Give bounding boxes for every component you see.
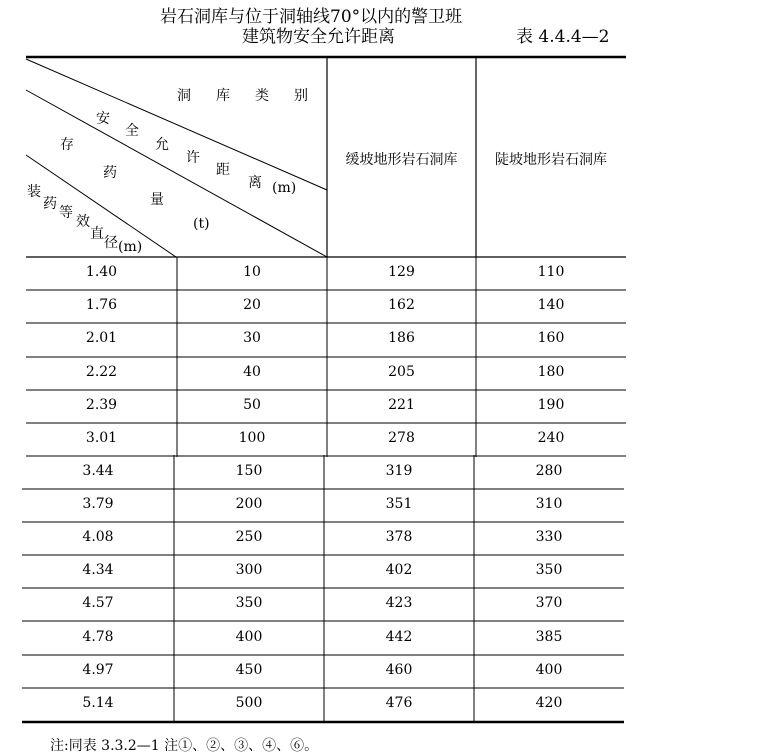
header-char: 距 [216,162,230,178]
table-number: 表 4.4.4—2 [516,27,610,47]
header-char: (m) [118,239,143,255]
header-char: 允 [155,137,169,153]
cell-steep: 420 [535,695,563,711]
cell-gentle: 402 [385,562,413,578]
cell-diameter: 4.97 [82,662,114,678]
cell-charge: 150 [235,463,263,479]
header-char: (m) [272,180,297,196]
header-char: 效 [76,214,90,230]
cell-charge: 100 [238,430,266,446]
cell-steep: 110 [537,264,565,280]
cell-steep: 240 [537,430,565,446]
cell-steep: 330 [535,529,563,545]
cell-charge: 20 [243,297,261,313]
cell-steep: 190 [537,397,565,413]
cell-diameter: 1.76 [85,297,118,313]
cell-gentle: 278 [388,430,415,446]
cell-charge: 500 [235,695,263,711]
header-char: 径 [104,235,118,251]
cell-diameter: 3.44 [82,463,114,479]
header-char: 许 [186,150,200,166]
header-char: 安 [96,111,110,127]
header-char: 药 [103,165,117,181]
cell-charge: 40 [243,364,261,380]
table-subtitle: 建筑物安全允许距离 [242,27,395,47]
cell-charge: 30 [243,330,261,346]
cell-steep: 140 [537,297,565,313]
cell-gentle: 442 [385,629,413,645]
cell-diameter: 1.40 [85,264,118,280]
cell-steep: 280 [535,463,563,479]
header-char: (t) [193,216,210,232]
cell-diameter: 2.22 [85,364,118,380]
cell-diameter: 4.57 [82,595,114,611]
cell-diameter: 2.01 [85,330,118,346]
column-header-steep-slope: 陡坡地形岩石洞库 [495,152,607,168]
cell-charge: 350 [235,595,263,611]
cell-gentle: 423 [385,595,413,611]
header-char: 直 [90,226,104,242]
header-char: 库 [216,88,230,104]
cell-steep: 370 [535,595,563,611]
cell-gentle: 351 [385,496,413,512]
cell-charge: 200 [235,496,263,512]
cell-gentle: 319 [385,463,413,479]
cell-steep: 400 [535,662,563,678]
cell-gentle: 129 [388,264,415,280]
cell-steep: 385 [535,629,563,645]
cell-diameter: 3.79 [82,496,114,512]
cell-diameter: 4.78 [82,629,114,645]
cell-diameter: 5.14 [82,695,114,711]
cell-gentle: 221 [388,397,415,413]
header-char: 量 [150,192,164,208]
cell-gentle: 162 [388,297,415,313]
header-char: 类 [255,88,269,104]
header-char: 洞 [177,88,191,104]
cell-charge: 250 [235,529,263,545]
header-char: 存 [60,137,74,153]
cell-steep: 160 [537,330,565,346]
cell-gentle: 378 [385,529,413,545]
header-char: 全 [125,123,139,139]
header-char: 装 [27,184,41,200]
header-char: 药 [43,196,57,212]
cell-charge: 300 [235,562,263,578]
cell-diameter: 2.39 [85,397,118,413]
cell-gentle: 476 [385,695,413,711]
cell-charge: 10 [243,264,261,280]
cell-gentle: 205 [388,364,415,380]
header-char: 别 [294,88,308,104]
table-title: 岩石洞库与位于洞轴线70°以内的警卫班 [160,7,463,27]
cell-charge: 400 [235,629,263,645]
cell-charge: 450 [235,662,263,678]
header-char: 等 [59,205,73,221]
cell-steep: 350 [535,562,563,578]
cell-steep: 310 [535,496,563,512]
cell-gentle: 186 [388,330,415,346]
cell-diameter: 3.01 [85,430,118,446]
cell-gentle: 460 [385,662,413,678]
column-header-gentle-slope: 缓坡地形岩石洞库 [345,152,458,168]
cell-steep: 180 [537,364,565,380]
table-footnote: 注:同表 3.3.2—1 注①、②、③、④、⑥。 [50,738,319,754]
cell-diameter: 4.08 [82,529,114,545]
cell-diameter: 4.34 [82,562,114,578]
cell-charge: 50 [243,397,261,413]
header-char: 离 [248,175,262,191]
